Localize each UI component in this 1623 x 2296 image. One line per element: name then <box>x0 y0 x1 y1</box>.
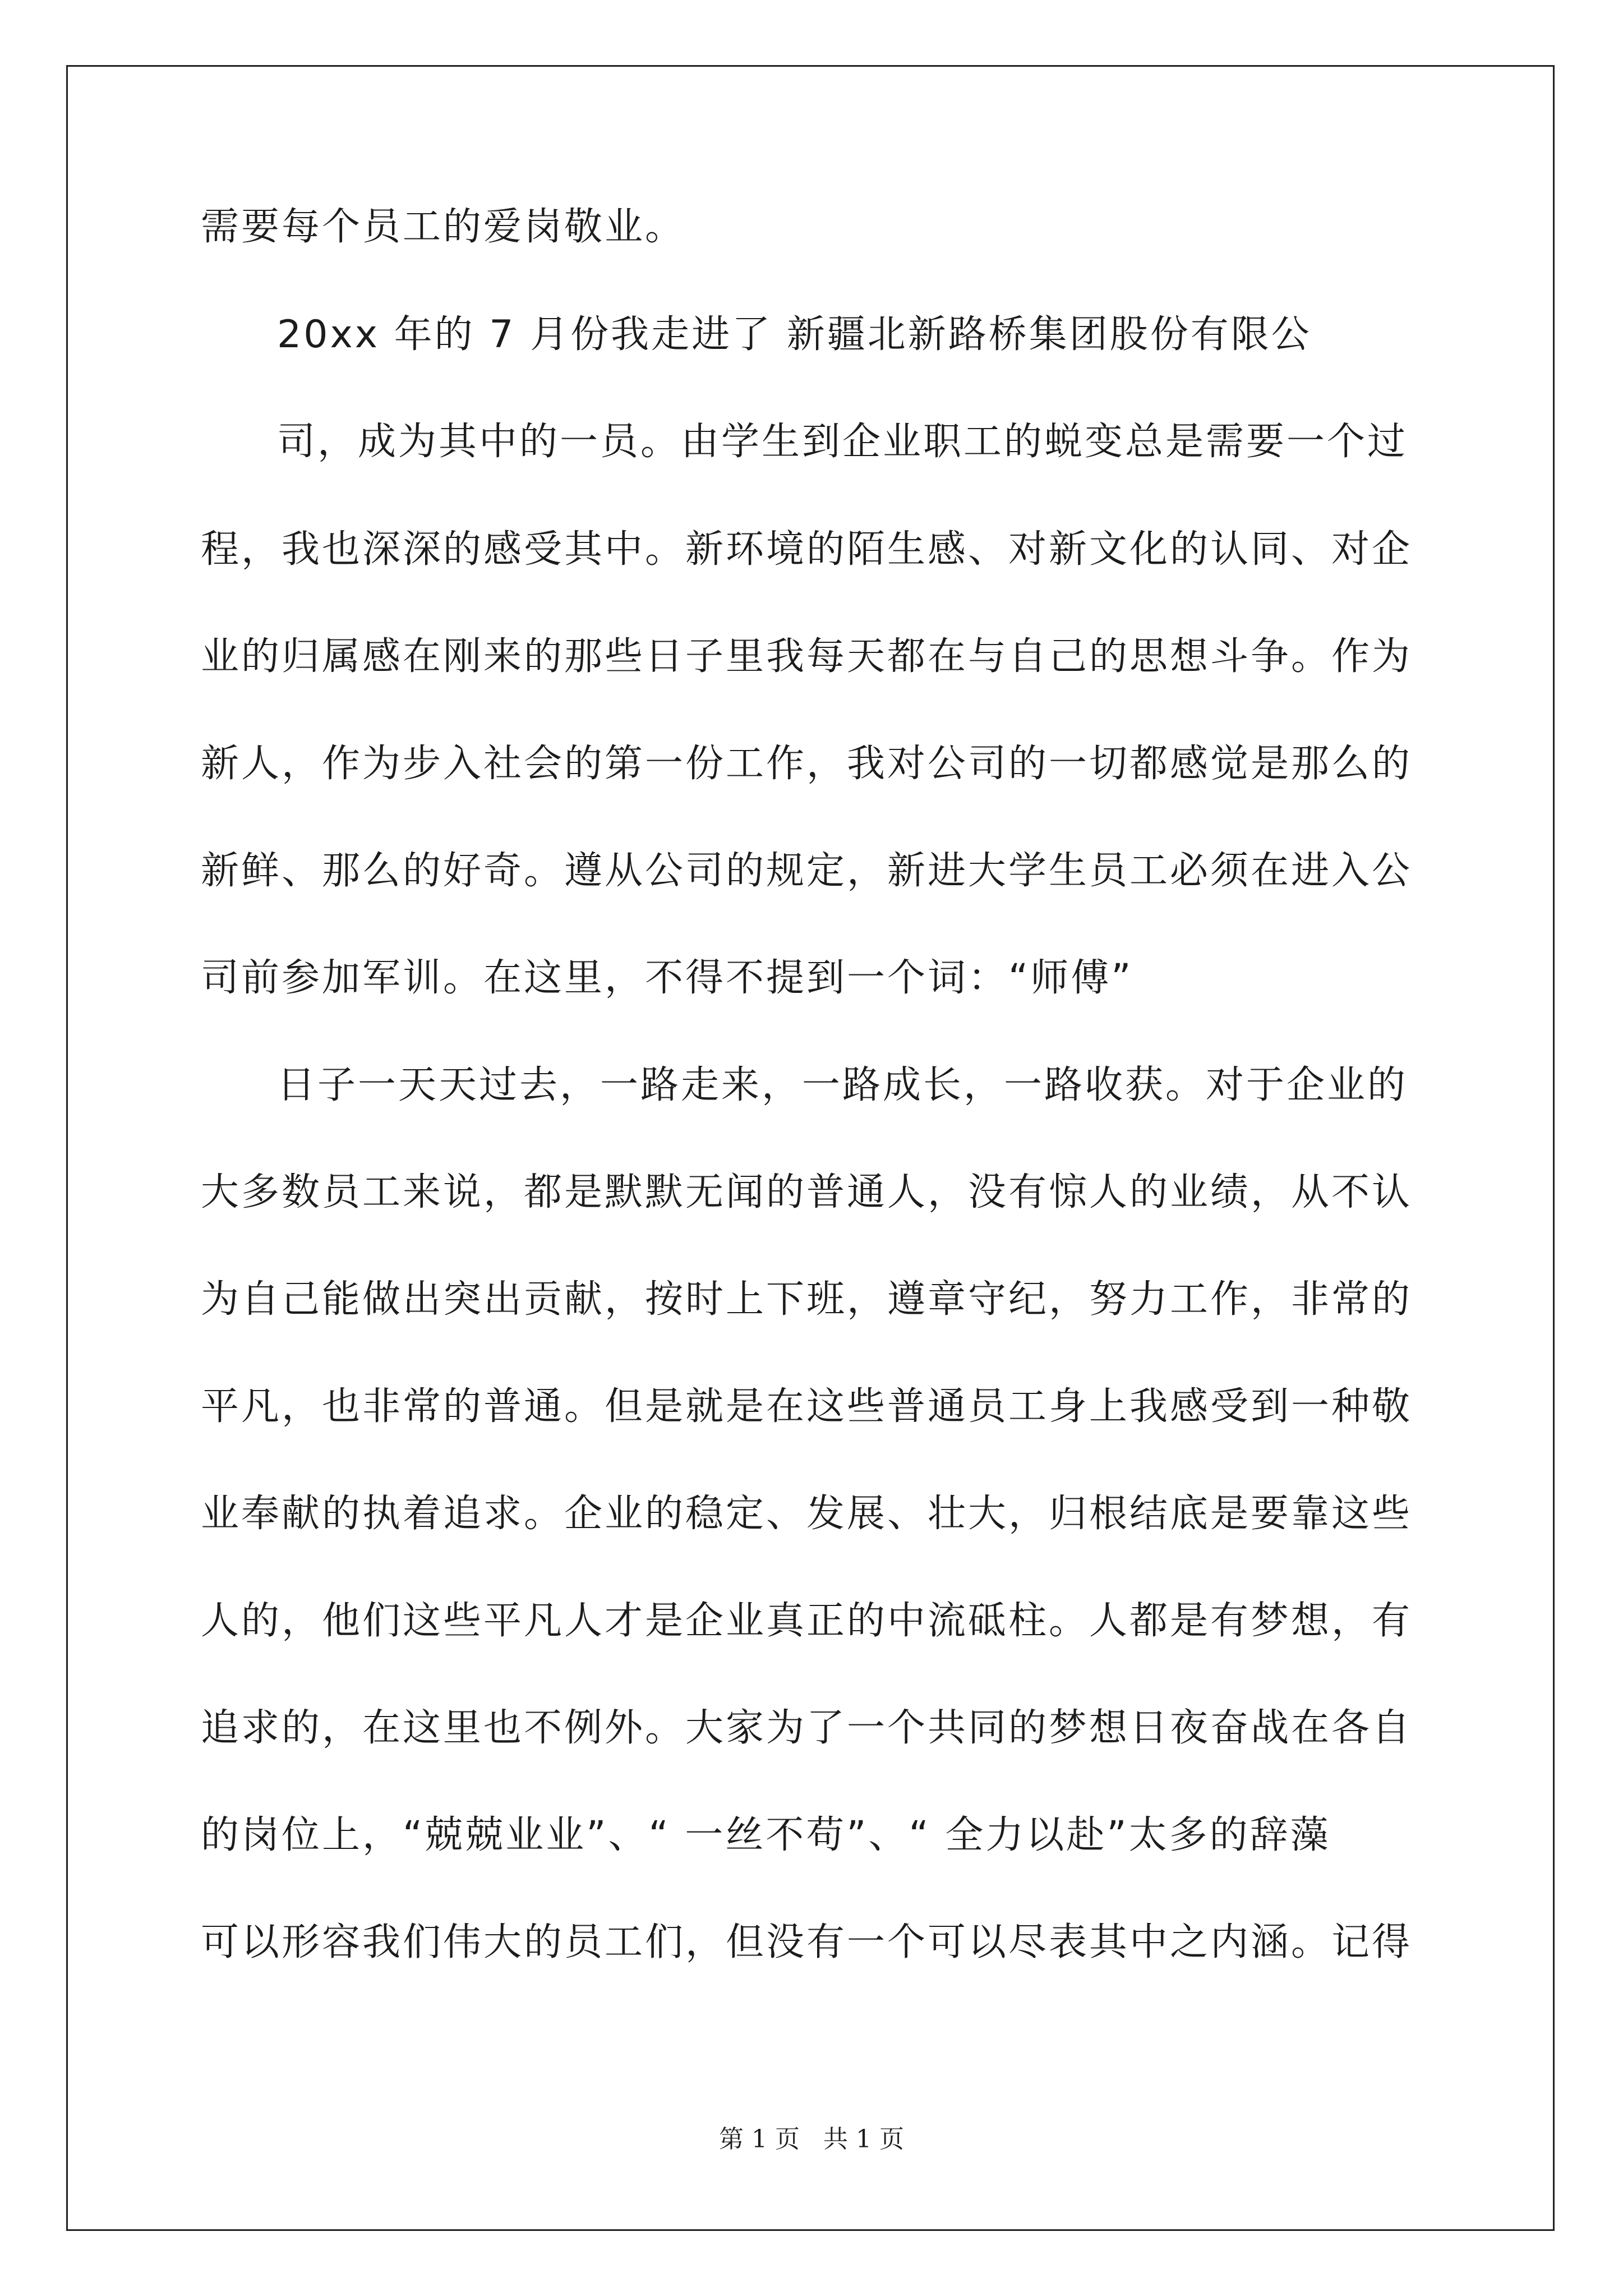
text-line-7: 新鲜、那么的好奇。遵从公司的规定，新进大学生员工必须在进入公 <box>201 849 1413 893</box>
text-line-9: 日子一天天过去，一路走来，一路成长，一路收获。对于企业的 <box>277 1063 1408 1107</box>
text-line-6: 新人，作为步入社会的第一份工作，我对公司的一切都感觉是那么的 <box>201 742 1413 786</box>
text-line-17: 可以形容我们伟大的员工们，但没有一个可以尽表其中之内涵。记得 <box>201 1920 1413 1964</box>
text-line-14: 人的，他们这些平凡人才是企业真正的中流砥柱。人都是有梦想，有 <box>201 1599 1413 1643</box>
text-line-3: 司，成为其中的一员。由学生到企业职工的蜕变总是需要一个过 <box>277 420 1408 464</box>
text-line-13: 业奉献的执着追求。企业的稳定、发展、壮大，归根结底是要靠这些 <box>201 1492 1413 1536</box>
text-line-12: 平凡，也非常的普通。但是就是在这些普通员工身上我感受到一种敬 <box>201 1384 1413 1429</box>
text-line-2: 20xx 年的 7 月份我走进了 新疆北新路桥集团股份有限公 <box>277 312 1312 357</box>
text-line-15: 追求的，在这里也不例外。大家为了一个共同的梦想日夜奋战在各自 <box>201 1706 1413 1750</box>
page-number-footer: 第 1 页 共 1 页 <box>719 2125 904 2154</box>
text-line-4: 程，我也深深的感受其中。新环境的陌生感、对新文化的认同、对企 <box>201 527 1413 572</box>
text-line-11: 为自己能做出突出贡献，按时上下班，遵章守纪，努力工作，非常的 <box>201 1277 1413 1322</box>
text-line-16: 的岗位上，“兢兢业业”、“ 一丝不苟”、“ 全力以赴”太多的辞藻 <box>201 1813 1331 1857</box>
text-line-5: 业的归属感在刚来的那些日子里我每天都在与自己的思想斗争。作为 <box>201 634 1413 679</box>
text-line-8: 司前参加军训。在这里，不得不提到一个词：“师傅” <box>201 956 1133 1000</box>
text-line-1: 需要每个员工的爱岗敬业。 <box>201 205 686 249</box>
page-border <box>66 65 1555 2231</box>
text-line-10: 大多数员工来说，都是默默无闻的普通人，没有惊人的业绩，从不认 <box>201 1170 1413 1214</box>
